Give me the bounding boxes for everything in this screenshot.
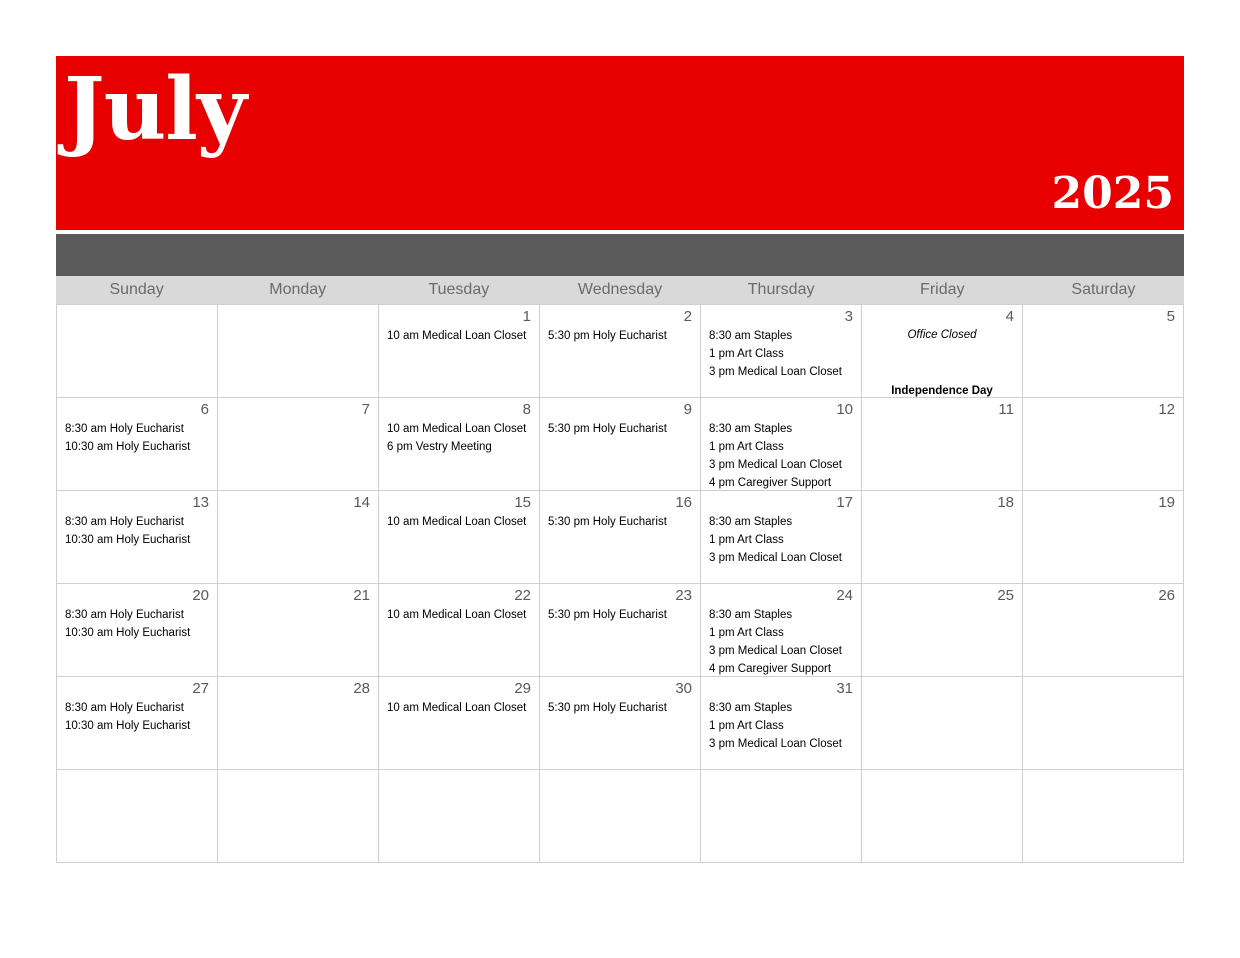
month-banner [56, 56, 1184, 230]
event-list [65, 513, 213, 549]
calendar-day-cell [379, 398, 540, 491]
event-list [65, 420, 213, 456]
event-list [548, 606, 696, 624]
day-number: 27 [192, 680, 209, 697]
day-number: 3 [844, 308, 853, 325]
day-number: 19 [1158, 494, 1175, 511]
day-number: 9 [683, 401, 692, 418]
event-item: 1 pm Art Class [709, 720, 784, 732]
day-number: 26 [1158, 587, 1175, 604]
event-item: 3 pm Medical Loan Closet [709, 645, 842, 657]
calendar-day-cell [57, 584, 218, 677]
event-list [548, 420, 696, 438]
event-item: 5:30 pm Holy Eucharist [548, 702, 667, 714]
weekday-wednesday: Wednesday [577, 281, 663, 298]
event-item: 3 pm Medical Loan Closet [709, 366, 842, 378]
calendar-week-row [57, 770, 1184, 863]
event-item: 1 pm Art Class [709, 534, 784, 546]
calendar-day-cell [1023, 677, 1184, 770]
day-number: 31 [836, 680, 853, 697]
event-list [387, 420, 535, 456]
day-number: 15 [514, 494, 531, 511]
day-number: 13 [192, 494, 209, 511]
day-number: 25 [997, 587, 1014, 604]
event-item: 8:30 am Staples [709, 330, 793, 342]
event-item: 10 am Medical Loan Closet [387, 516, 527, 528]
event-item: 8:30 am Staples [709, 516, 793, 528]
calendar-day-cell [379, 770, 540, 863]
event-item: 8:30 am Holy Eucharist [65, 702, 184, 714]
event-list [709, 699, 857, 753]
day-number: 8 [522, 401, 531, 418]
event-item: 3 pm Medical Loan Closet [709, 552, 842, 564]
day-number: 18 [997, 494, 1014, 511]
event-item: 1 pm Art Class [709, 627, 784, 639]
calendar-day-cell [379, 305, 540, 398]
event-item: 1 pm Art Class [709, 348, 784, 360]
year-title: 2025 [1051, 168, 1174, 219]
event-item: 10 am Medical Loan Closet [387, 702, 527, 714]
event-item: 10:30 am Holy Eucharist [65, 534, 191, 546]
calendar-day-cell [540, 584, 701, 677]
day-number: 6 [200, 401, 209, 418]
calendar-day-cell [218, 584, 379, 677]
event-item: 10 am Medical Loan Closet [387, 609, 527, 621]
event-list [548, 327, 696, 345]
event-item: 10 am Medical Loan Closet [387, 423, 527, 435]
event-item: 8:30 am Staples [709, 702, 793, 714]
calendar-day-cell [862, 677, 1023, 770]
calendar-day-cell [57, 305, 218, 398]
calendar-day-cell [218, 305, 379, 398]
calendar-day-cell [540, 770, 701, 863]
day-number: 30 [675, 680, 692, 697]
header-band [56, 234, 1184, 276]
event-list [709, 420, 857, 491]
calendar-day-cell [57, 677, 218, 770]
event-item: 5:30 pm Holy Eucharist [548, 330, 667, 342]
calendar-day-cell [57, 398, 218, 491]
weekday-friday: Friday [920, 281, 965, 298]
event-list [709, 327, 857, 381]
day-number: 20 [192, 587, 209, 604]
calendar-day-cell [540, 398, 701, 491]
calendar-day-cell [540, 305, 701, 398]
calendar-day-cell [862, 584, 1023, 677]
calendar-day-cell [1023, 491, 1184, 584]
event-item: 10 am Medical Loan Closet [387, 330, 527, 342]
event-item: 4 pm Caregiver Support [709, 477, 832, 489]
event-item: 5:30 pm Holy Eucharist [548, 609, 667, 621]
calendar-day-cell [1023, 398, 1184, 491]
calendar-day-cell [862, 770, 1023, 863]
calendar-day-cell [218, 677, 379, 770]
day-number: 5 [1166, 308, 1175, 325]
event-item: 8:30 am Holy Eucharist [65, 609, 184, 621]
event-item: 8:30 am Staples [709, 423, 793, 435]
calendar-day-cell [862, 491, 1023, 584]
calendar-day-cell [379, 491, 540, 584]
calendar-day-cell [701, 677, 862, 770]
day-number: 10 [836, 401, 853, 418]
calendar-day-cell [218, 770, 379, 863]
calendar-grid [56, 304, 1184, 863]
day-number: 22 [514, 587, 531, 604]
calendar-week-row [57, 584, 1184, 677]
day-number: 16 [675, 494, 692, 511]
event-item: 10:30 am Holy Eucharist [65, 720, 191, 732]
day-number: 12 [1158, 401, 1175, 418]
day-note: Office Closed [907, 329, 977, 341]
event-list [387, 513, 535, 531]
event-item: 10:30 am Holy Eucharist [65, 627, 191, 639]
event-list [709, 513, 857, 567]
event-item: 3 pm Medical Loan Closet [709, 459, 842, 471]
event-item: 6 pm Vestry Meeting [387, 441, 492, 453]
calendar-day-cell [379, 584, 540, 677]
calendar-week-row [57, 677, 1184, 770]
event-list [65, 606, 213, 642]
calendar-week-row [57, 305, 1184, 398]
event-list [548, 513, 696, 531]
event-list [387, 699, 535, 717]
calendar-day-cell [218, 491, 379, 584]
weekday-monday: Monday [269, 281, 327, 298]
event-list [65, 699, 213, 735]
event-item: 1 pm Art Class [709, 441, 784, 453]
day-number: 23 [675, 587, 692, 604]
weekday-saturday: Saturday [1071, 281, 1136, 298]
weekday-header-row [56, 276, 1184, 304]
calendar-day-cell [701, 584, 862, 677]
day-number: 11 [998, 401, 1014, 418]
day-number: 24 [836, 587, 853, 604]
holiday-label: Independence Day [891, 385, 993, 397]
calendar-day-cell [218, 398, 379, 491]
day-number: 7 [361, 401, 370, 418]
event-list [548, 699, 696, 717]
calendar-day-cell [701, 398, 862, 491]
day-number: 29 [514, 680, 531, 697]
event-item: 10:30 am Holy Eucharist [65, 441, 191, 453]
calendar-day-cell [701, 770, 862, 863]
calendar-day-cell [1023, 305, 1184, 398]
day-number: 2 [683, 308, 692, 325]
event-list [387, 327, 535, 345]
event-item: 4 pm Caregiver Support [709, 663, 832, 675]
calendar-day-cell [57, 491, 218, 584]
weekday-thursday: Thursday [747, 281, 815, 298]
event-item: 8:30 am Holy Eucharist [65, 516, 184, 528]
calendar-day-cell [862, 398, 1023, 491]
calendar-week-row [57, 491, 1184, 584]
calendar-day-cell [57, 770, 218, 863]
day-number: 1 [522, 308, 531, 325]
day-number: 4 [1005, 308, 1014, 325]
day-number: 14 [353, 494, 370, 511]
weekday-sunday: Sunday [109, 281, 164, 298]
event-item: 5:30 pm Holy Eucharist [548, 516, 667, 528]
day-number: 28 [353, 680, 370, 697]
calendar-day-cell [1023, 770, 1184, 863]
day-number: 21 [353, 587, 370, 604]
calendar-day-cell [540, 491, 701, 584]
event-item: 8:30 am Holy Eucharist [65, 423, 184, 435]
weekday-tuesday: Tuesday [428, 281, 490, 298]
event-item: 8:30 am Staples [709, 609, 793, 621]
month-title: July [64, 59, 246, 160]
calendar-day-cell [379, 677, 540, 770]
calendar-day-cell [701, 305, 862, 398]
calendar-week-row [57, 398, 1184, 491]
event-item: 3 pm Medical Loan Closet [709, 738, 842, 750]
calendar-day-cell [1023, 584, 1184, 677]
calendar-day-cell [540, 677, 701, 770]
calendar-day-cell [862, 305, 1023, 398]
event-list [387, 606, 535, 624]
day-number: 17 [836, 494, 853, 511]
event-item: 5:30 pm Holy Eucharist [548, 423, 667, 435]
event-list [709, 606, 857, 677]
calendar-day-cell [701, 491, 862, 584]
